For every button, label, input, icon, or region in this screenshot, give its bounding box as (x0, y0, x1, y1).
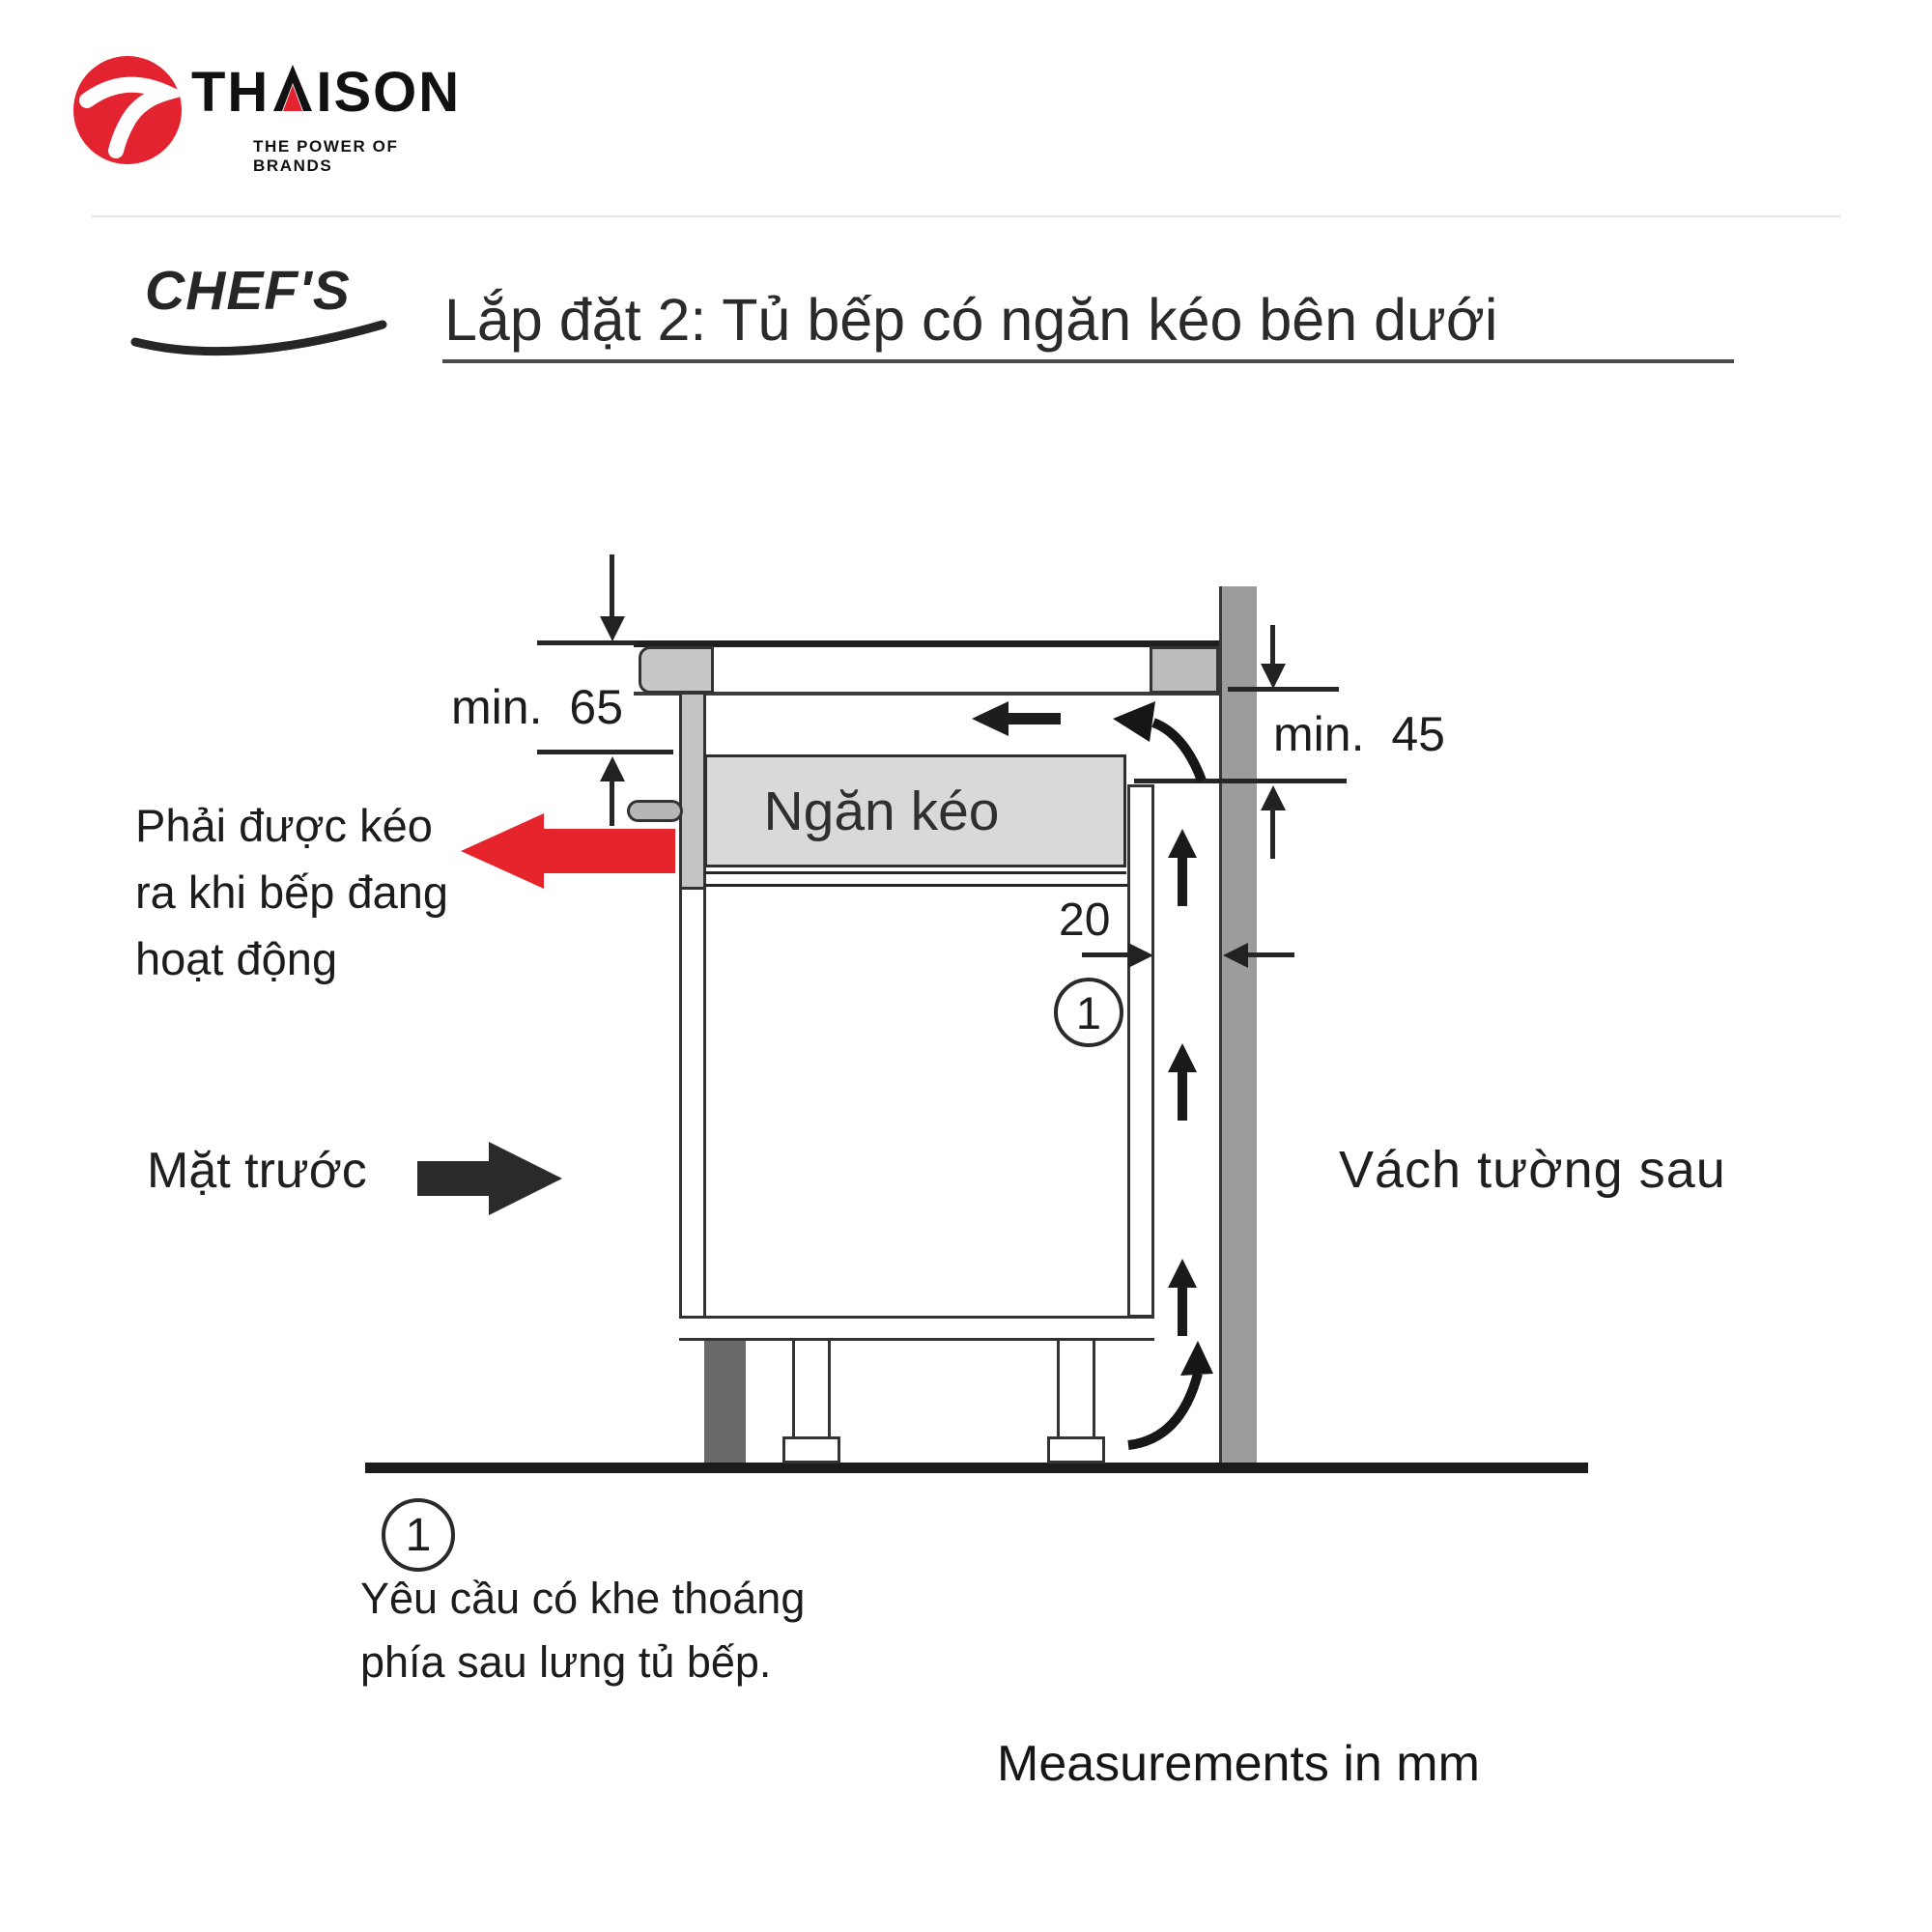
thaison-logo-icon (73, 56, 182, 164)
under-drawer-line-2 (704, 884, 1131, 887)
dim65-down-arrow-icon (600, 616, 625, 641)
brand-name-left: TH (191, 61, 270, 124)
dim45-tick-top (1228, 687, 1339, 692)
units-note: Measurements in mm (997, 1736, 1480, 1792)
note-ref-number: 1 (1075, 986, 1102, 1038)
cabinet-leg-front-foot (782, 1436, 840, 1463)
gap-up-arrow-2-icon (1168, 1043, 1197, 1072)
dim65-label: min. 65 (451, 680, 623, 734)
gap20-right-arrow-icon (1128, 943, 1153, 968)
pullout-red-arrow-shaft (542, 829, 675, 873)
airflow-left-arrow-shaft (1007, 713, 1061, 724)
front-arrow-shaft (417, 1161, 491, 1196)
drawer-label: Ngăn kéo (763, 780, 1000, 842)
cabinet-leg-front-column (792, 1341, 831, 1438)
gap20-label: 20 (1059, 895, 1111, 946)
pullout-red-arrow-head-icon (461, 813, 544, 889)
drawer-handle (627, 800, 683, 822)
cabinet-leg-back-column (1057, 1341, 1095, 1438)
gap-up-arrow-3-shaft (1178, 1286, 1187, 1336)
page-title: Lắp đặt 2: Tủ bếp có ngăn kéo bên dưới (444, 287, 1498, 353)
logo-swoosh-icon (73, 56, 182, 164)
gap20-right-arrow-shaft (1082, 952, 1130, 957)
dim65-down-arrow-shaft (610, 554, 614, 618)
cabinet-bottom-shelf (679, 1316, 1154, 1341)
gap20-left-arrow-icon (1223, 943, 1248, 968)
airflow-left-arrow-icon (972, 701, 1009, 736)
gap20-left-arrow-shaft (1248, 952, 1294, 957)
dim65-up-arrow-shaft (610, 780, 614, 826)
countertop-glass-line (634, 640, 1219, 647)
brand-tagline: THE POWER OF BRANDS (253, 137, 399, 175)
countertop-right-cut-block (1150, 646, 1219, 694)
chefs-logo-swoosh-icon (129, 315, 400, 369)
chefs-logo: CHEF'S (145, 260, 351, 322)
note-ref-circle (1054, 978, 1123, 1047)
footnote-line-2: phía sau lưng tủ bếp. (360, 1637, 772, 1687)
drawer-box (704, 754, 1126, 867)
dim45-up-arrow-icon (1261, 785, 1286, 810)
pullout-note-line-3: hoạt động (135, 933, 338, 984)
front-arrow-head-icon (489, 1142, 562, 1215)
dim45-up-arrow-shaft (1270, 809, 1275, 859)
pullout-note (135, 792, 448, 992)
page-title-underline (442, 359, 1734, 363)
airflow-bottom-curved-arrow-icon (1111, 1331, 1227, 1459)
dim45-down-arrow-icon (1261, 664, 1286, 689)
cabinet-back-panel (1127, 784, 1154, 1318)
content-top-divider (92, 215, 1840, 217)
cabinet-leg-back-foot (1047, 1436, 1105, 1463)
dim65-tick-bottom (537, 750, 673, 754)
gap-up-arrow-2-shaft (1178, 1070, 1187, 1121)
brand-name-right: ISON (316, 61, 462, 124)
back-wall-label: Vách tường sau (1339, 1141, 1726, 1199)
dim65-tick-top (537, 640, 638, 645)
countertop-left-cut-block (639, 646, 714, 694)
cabinet-front-panel (679, 890, 706, 1318)
pullout-note-line-2: ra khi bếp đang (135, 867, 449, 918)
brand-a-icon (270, 63, 315, 111)
cabinet-plinth (704, 1341, 746, 1463)
gap-up-arrow-1-shaft (1178, 856, 1187, 906)
footnote-line-1: Yêu cầu có khe thoáng (360, 1574, 806, 1623)
floor-line (365, 1463, 1588, 1473)
footnote-ref-circle (382, 1498, 455, 1572)
brand-name (191, 60, 461, 125)
gap-up-arrow-1-icon (1168, 829, 1197, 858)
thaison-logo (73, 56, 479, 175)
under-drawer-line-1 (704, 871, 1126, 874)
airflow-top-curved-arrow-icon (1101, 692, 1217, 788)
footnote-ref-number: 1 (405, 1509, 432, 1561)
dim65-up-arrow-icon (600, 756, 625, 781)
gap-up-arrow-3-icon (1168, 1259, 1197, 1288)
front-side-label: Mặt trước (147, 1143, 367, 1199)
dim45-label: min. 45 (1273, 707, 1445, 761)
pullout-note-line-1: Phải được kéo (135, 800, 433, 851)
footnote-text (360, 1567, 805, 1694)
hob-body-strip (679, 692, 706, 890)
dim45-down-arrow-shaft (1270, 625, 1275, 668)
countertop-slab (634, 647, 1219, 696)
